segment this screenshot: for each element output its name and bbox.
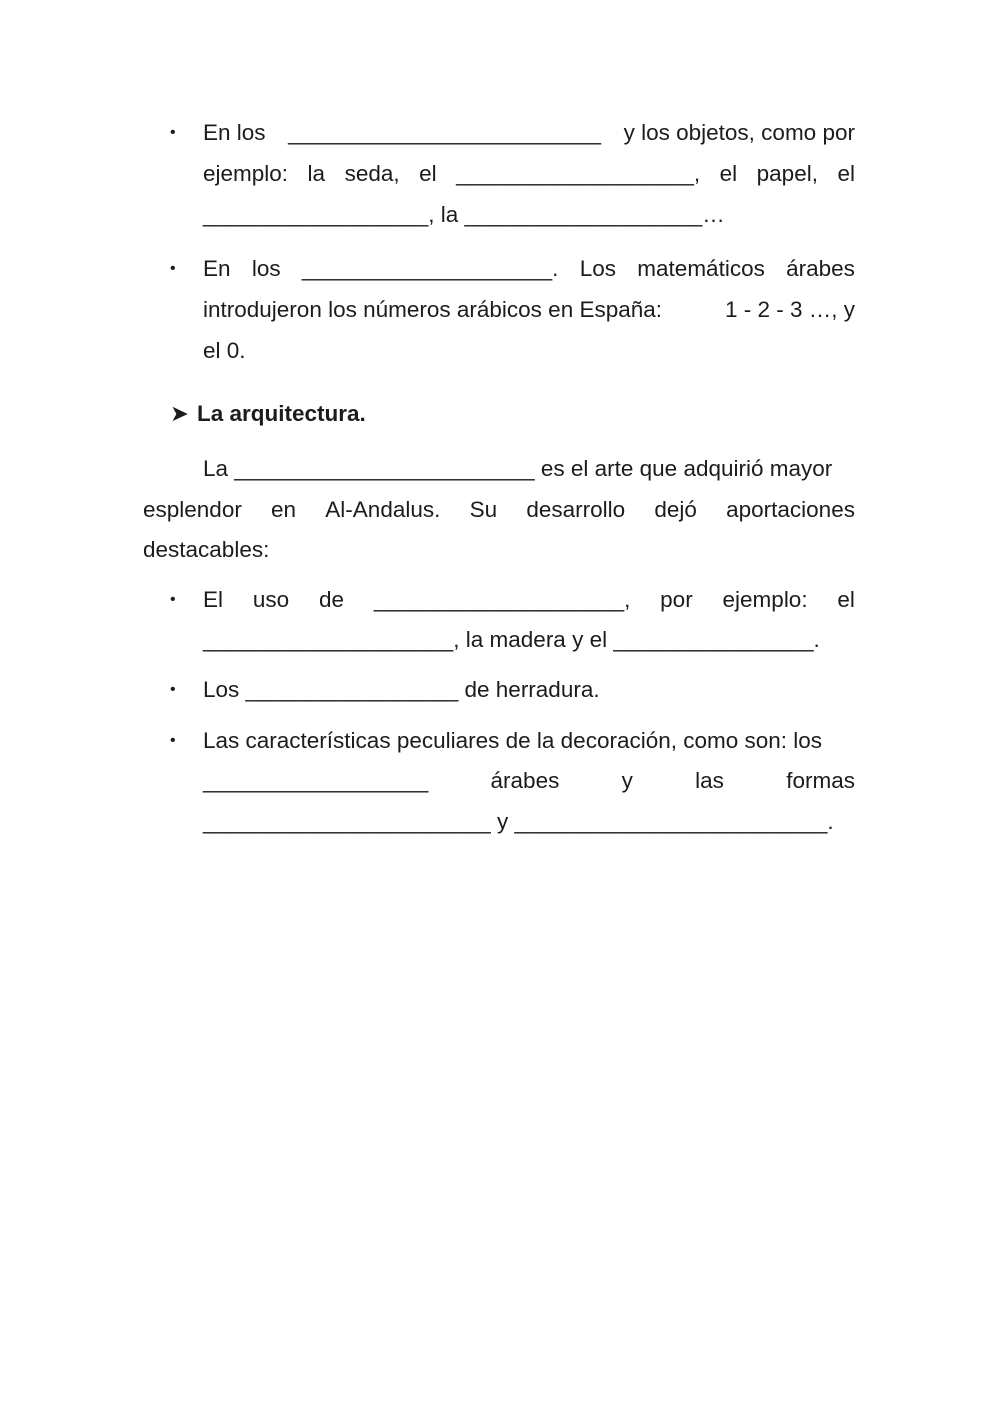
item2-line1 bbox=[203, 254, 855, 284]
blank-line-text[interactable]: ____________________, la madera y el ________________. bbox=[203, 627, 820, 652]
paragraph-line1 bbox=[203, 454, 855, 484]
text-segment: matemáticos bbox=[637, 256, 765, 281]
text-segment: los bbox=[251, 256, 281, 281]
text-segment: árabes bbox=[490, 768, 560, 793]
text-segment: el 0. bbox=[203, 338, 246, 363]
item5-line3 bbox=[203, 807, 855, 837]
blank-line-text[interactable]: Los _________________ de herradura. bbox=[203, 677, 600, 702]
text-segment: Los bbox=[579, 256, 616, 281]
text-segment: En bbox=[203, 256, 231, 281]
text-segment: esplendor bbox=[143, 497, 242, 522]
text-segment: La ________________________ es el arte que adquirió mayor bbox=[203, 456, 833, 481]
blank-line-text[interactable]: _______________________ y _________________________. bbox=[203, 809, 834, 834]
blank-field[interactable]: __________________ bbox=[203, 768, 429, 793]
text-segment: las bbox=[695, 768, 724, 793]
item1-line3 bbox=[203, 200, 855, 230]
item2-line2 bbox=[203, 295, 855, 325]
text-segment: El bbox=[203, 587, 224, 612]
paragraph-line2 bbox=[143, 495, 855, 525]
text-segment: aportaciones bbox=[726, 497, 855, 522]
item5-line1 bbox=[203, 726, 855, 756]
text-segment: Al-Andalus. bbox=[325, 497, 441, 522]
blank-line-text[interactable]: __________________, la ___________________… bbox=[203, 202, 725, 227]
blank-field[interactable]: ____________________. bbox=[301, 256, 559, 281]
item3-line1 bbox=[203, 585, 855, 615]
paragraph-line3 bbox=[143, 535, 855, 565]
item3-line2 bbox=[203, 625, 855, 655]
item4-line1 bbox=[203, 675, 855, 705]
numbers-text: 1 - 2 - 3 …, y bbox=[724, 297, 855, 322]
text-segment: la bbox=[307, 161, 326, 186]
item5-line2 bbox=[203, 766, 855, 796]
text-segment: y bbox=[621, 768, 633, 793]
text-segment: introdujeron los números arábicos en España: bbox=[203, 297, 663, 322]
text-segment: ejemplo: bbox=[203, 161, 289, 186]
text-segment: formas bbox=[786, 768, 855, 793]
text-segment: ejemplo: bbox=[722, 587, 808, 612]
arrow-bullet-icon: ➤ bbox=[170, 401, 189, 426]
text-segment: dejó bbox=[654, 497, 697, 522]
text-segment: En los bbox=[203, 120, 266, 145]
text-segment: papel, bbox=[756, 161, 818, 186]
blank-field[interactable]: ___________________, bbox=[456, 161, 701, 186]
item1-line2 bbox=[203, 159, 855, 189]
blank-field[interactable]: ____________________, bbox=[373, 587, 631, 612]
text-segment: Las características peculiares de la decoración, como son: los bbox=[203, 728, 823, 753]
bullet-marker: • bbox=[170, 124, 176, 141]
section-title: La arquitectura. bbox=[197, 401, 366, 426]
text-segment: el bbox=[719, 161, 738, 186]
bullet-marker: • bbox=[170, 591, 176, 608]
bullet-marker: • bbox=[170, 681, 176, 698]
text-segment: uso bbox=[252, 587, 290, 612]
section-heading bbox=[170, 399, 366, 429]
blank-field[interactable]: _________________________ bbox=[288, 120, 601, 145]
text-segment: de bbox=[318, 587, 344, 612]
item2-line3 bbox=[203, 336, 855, 366]
text-segment: Su bbox=[469, 497, 498, 522]
text-segment: seda, bbox=[344, 161, 400, 186]
text-segment: el bbox=[837, 587, 855, 612]
text-segment: árabes bbox=[786, 256, 855, 281]
text-segment: por bbox=[660, 587, 693, 612]
text-segment: el bbox=[419, 161, 437, 186]
text-segment: destacables: bbox=[143, 537, 270, 562]
text-segment: en bbox=[271, 497, 297, 522]
bullet-marker: • bbox=[170, 260, 176, 277]
item1-line1 bbox=[203, 118, 855, 148]
text-segment: el bbox=[837, 161, 855, 186]
text-segment: desarrollo bbox=[526, 497, 626, 522]
bullet-marker: • bbox=[170, 732, 176, 749]
text-segment: y los objetos, como por bbox=[623, 120, 855, 145]
